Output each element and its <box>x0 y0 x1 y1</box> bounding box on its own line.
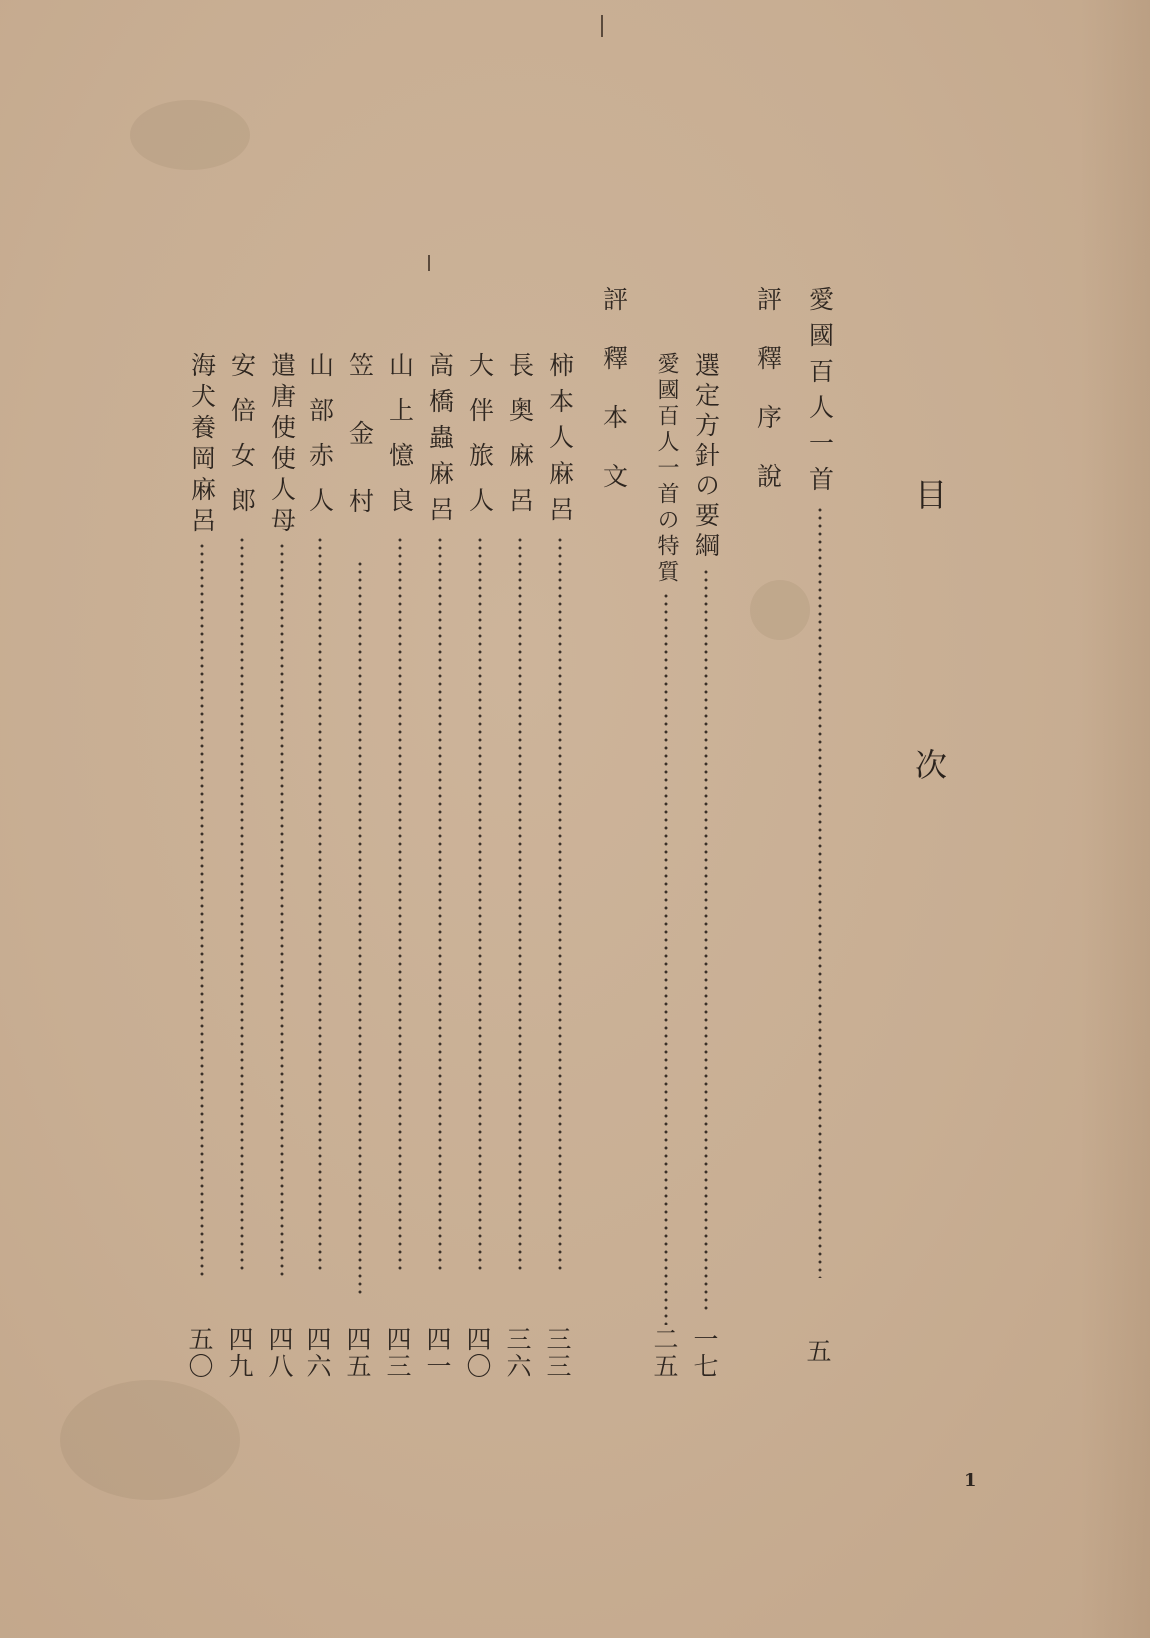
leader-dots <box>664 592 668 1325</box>
toc-section-title: 評釋本文 <box>599 286 629 522</box>
toc-entry-title: 愛國百人一首の特質 <box>654 352 679 586</box>
toc-entry-page: 五 <box>803 1338 832 1365</box>
toc-entry[interactable] <box>646 0 686 1325</box>
toc-entry-page: 四五 <box>343 1326 372 1380</box>
toc-entry-title: 高橋蟲麻呂 <box>425 352 455 532</box>
leader-dots <box>438 536 442 1271</box>
toc-entry-title: 山上憶良 <box>385 352 415 532</box>
toc-entry[interactable] <box>686 0 726 1313</box>
toc-entry-title: 安倍女郎 <box>227 352 257 532</box>
leader-dots <box>518 536 522 1271</box>
toc-entry-page: 二五 <box>650 1326 679 1380</box>
leader-dots <box>318 536 322 1271</box>
toc-entry[interactable] <box>300 0 340 1271</box>
leader-dots <box>478 536 482 1271</box>
toc-section-title: 評釋序說 <box>753 286 783 522</box>
toc-entry-title: 山部赤人 <box>305 352 335 532</box>
toc-entry[interactable] <box>222 0 262 1271</box>
paper-stain <box>60 1380 240 1500</box>
toc-entry[interactable] <box>500 0 540 1271</box>
toc-entry[interactable] <box>460 0 500 1271</box>
leader-dots <box>704 568 708 1313</box>
toc-entry-page: 三六 <box>503 1326 532 1380</box>
toc-entry-title: 長奥麻呂 <box>505 352 535 532</box>
leader-dots <box>280 542 284 1277</box>
toc-entry-page: 五〇 <box>185 1326 214 1380</box>
toc-entry-title: 選定方針の要綱 <box>691 352 721 562</box>
toc-entry[interactable] <box>262 0 302 1277</box>
toc-entry-page: 三三 <box>543 1326 572 1380</box>
toc-title-first: 目 <box>910 478 948 510</box>
toc-section-heading[interactable] <box>594 0 634 522</box>
leader-dots <box>200 542 204 1277</box>
toc-entry-page: 四一 <box>423 1326 452 1380</box>
page-number: 1 <box>964 1470 977 1491</box>
toc-entry[interactable] <box>800 0 840 1278</box>
toc-entry-page: 四九 <box>225 1326 254 1380</box>
toc-entry-page: 一七 <box>690 1326 719 1380</box>
toc-entry-page: 四〇 <box>463 1326 492 1380</box>
toc-entry-title: 柿本人麻呂 <box>545 352 575 532</box>
toc-entry[interactable] <box>340 0 380 1295</box>
leader-dots <box>398 536 402 1271</box>
toc-entry-page: 四八 <box>265 1326 294 1380</box>
toc-entry[interactable] <box>420 0 460 1271</box>
toc-entry[interactable] <box>380 0 420 1271</box>
toc-entry-title: 大伴旅人 <box>465 352 495 532</box>
toc-entry-title: 笠金村 <box>345 352 375 556</box>
toc-entry[interactable] <box>540 0 580 1271</box>
toc-title-second: 次 <box>910 748 948 780</box>
toc-entry-page: 四三 <box>383 1326 412 1380</box>
leader-dots <box>358 560 362 1295</box>
toc-entry-title: 愛國百人一首 <box>805 286 835 502</box>
leader-dots <box>558 536 562 1271</box>
leader-dots <box>818 506 822 1278</box>
toc-entry-page: 四六 <box>303 1326 332 1380</box>
leader-dots <box>240 536 244 1271</box>
toc-entry[interactable] <box>182 0 222 1277</box>
page-edge-shade <box>1080 0 1150 1638</box>
toc-entry-title: 遣唐使使人母 <box>267 352 297 538</box>
toc-entry-title: 海犬養岡麻呂 <box>187 352 217 538</box>
toc-section-heading[interactable] <box>748 0 788 522</box>
